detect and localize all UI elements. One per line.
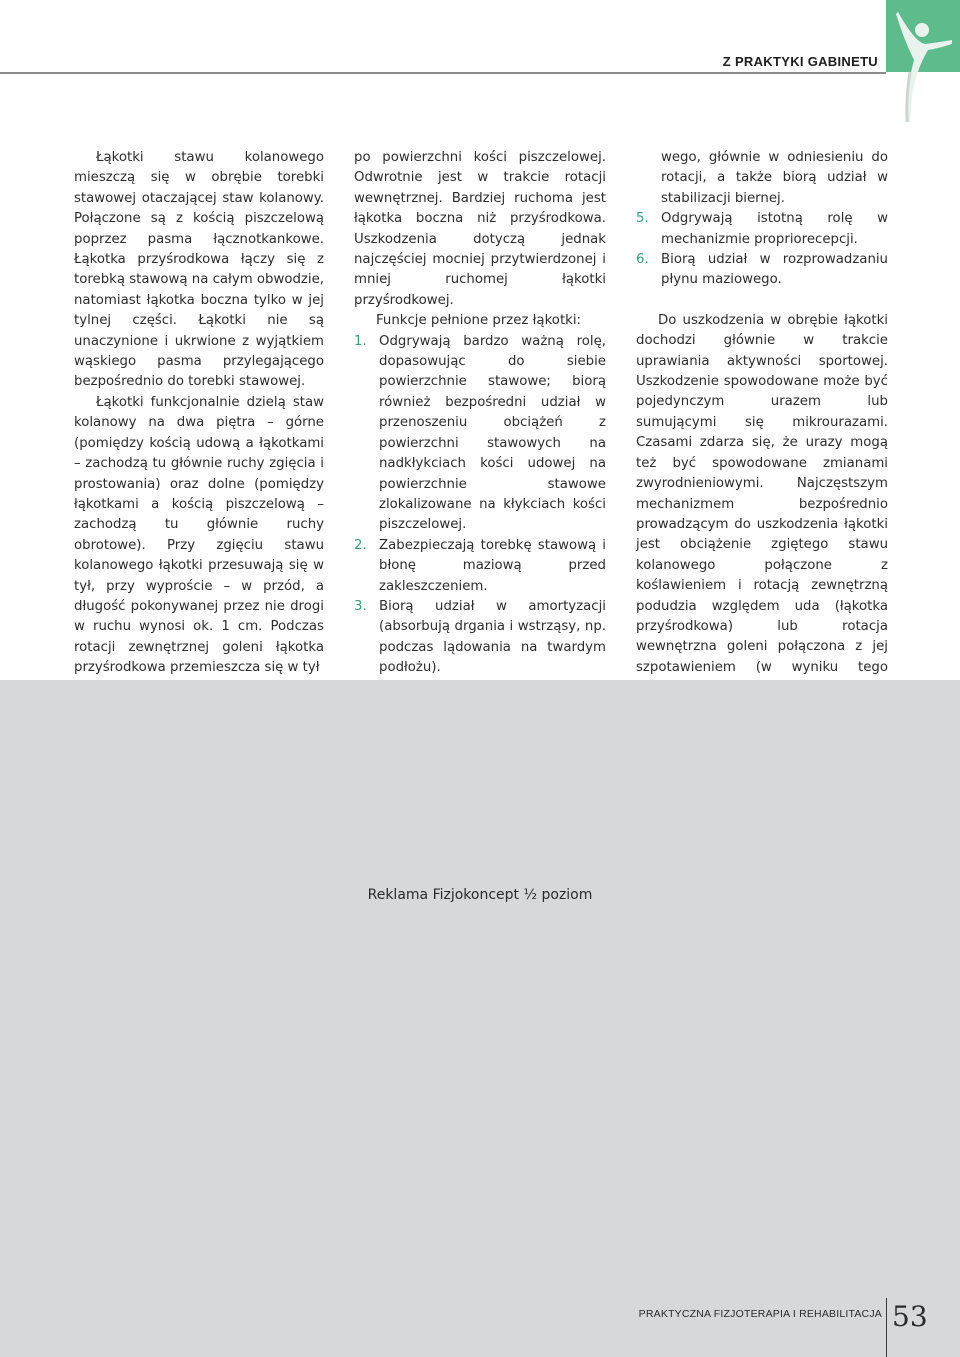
functions-list-continued xyxy=(636,209,888,291)
footer-divider xyxy=(886,1298,887,1357)
section-title: Z PRAKTYKI GABINETU xyxy=(722,54,878,69)
page-number: 53 xyxy=(892,1300,928,1333)
list-item xyxy=(636,250,888,291)
header-rule xyxy=(0,72,886,74)
list-number: 2. xyxy=(354,537,367,553)
list-item xyxy=(636,209,888,250)
list-number: 6. xyxy=(636,252,649,268)
text-column-1 xyxy=(74,148,324,679)
functions-list xyxy=(354,332,606,740)
paragraph: Łąkotki stawu kolanowego mieszczą się w obrębie torebki stawowej otaczającej staw kolanowy. Połączone są z kością piszczelową poprzez pasma łącznotkankowe. Łąkotka przyśrodkowa łączy się z torebką stawową na całym obwodzie, natomiast łąkotka boczna tylko w jej tylnej części. Łąkotki nie są unaczynione i ukrwione z wyjątkiem wąskiego pasma przylegającego bezpośrednio do torebki stawowej. xyxy=(74,150,324,390)
list-item-continuation: wego, głównie w odniesieniu do rotacji, a także biorą udział w stabilizacji biernej. xyxy=(661,150,888,206)
list-item-text: Odgrywają bardzo ważną rolę, dopasowując do siebie powierzchnie stawowe; biorą również bezpośredni udział w przenoszeniu obciążeń z powierzchni stawowych na nadkłykciach kości udowej na powierzchnie stawowe zlokalizowane na kłykciach kości piszczelowej. xyxy=(379,333,606,533)
ad-placeholder xyxy=(0,680,960,1357)
list-item-text: Biorą udział w amortyzacji (absorbują drgania i wstrząsy, np. podczas lądowania na twardym podłożu). xyxy=(379,598,606,676)
paragraph: Łąkotki funkcjonalnie dzielą staw kolanowy na dwa piętra – górne (pomiędzy kością udową a łąkotkami – zachodzą tu głównie ruchy zgięcia i prostowania) oraz dolne (pomiędzy łąkotkami a kością piszczelową – zachodzą tu głównie ruchy obrotowe). Przy zgięciu stawu kolanowego łąkotki przesuwają się w tył, przy wyproście – w przód, a długość pokonywanej przez nie drogi w ruchu wynosi ok. 1 cm. Podczas rotacji zewnętrznej goleni łąkotka przyśrodkowa przemieszcza się w tył xyxy=(74,394,324,676)
text-column-3 xyxy=(636,148,888,699)
list-item-text: Odgrywają istotną rolę w mechanizmie propriorecepcji. xyxy=(661,211,888,247)
journal-title: PRAKTYCZNA FIZJOTERAPIA I REHABILITACJA xyxy=(638,1308,882,1320)
list-item-text: Biorą udział w rozprowadzaniu płynu maziowego. xyxy=(661,252,888,288)
ad-label: Reklama Fizjokoncept ½ poziom xyxy=(367,887,593,903)
list-item xyxy=(354,332,606,536)
list-item xyxy=(354,597,606,679)
list-item-text: Zabezpieczają torebkę stawową i błonę maziową przed zakleszczeniem. xyxy=(379,537,606,594)
paragraph: po powierzchni kości piszczelowej. Odwrotnie jest w trakcie rotacji wewnętrznej. Bardziej ruchoma jest łąkotka boczna niż przyśrodkowa. Uszkodzenia dotyczą jednak najczęściej mocniej przytwierdzonej i mniej ruchomej łąkotki przyśrodkowej. xyxy=(354,150,606,308)
list-number: 1. xyxy=(354,333,367,349)
paragraph: Do uszkodzenia w obrębie łąkotki dochodzi głównie w trakcie uprawiania aktywności sportowej. Uszkodzenie spowodowane może być pojedynczym urazem lub sumującymi się mikrourazami. Czasami zdarza się, że urazy mogą też być spowodowane zmianami zwyrodnieniowymi. Najczęstszym mechanizmem bezpośrednio prowadzącym do uszkodzenia łąkotki jest obciążenie zgiętego stawu kolanowego połączone z koślawieniem i rotacją zewnętrzną podudzia względem uda (łąkotka przyśrodkowa) lub rotacja wewnętrzna goleni połączona z jej szpotawieniem (w wyniku tego xyxy=(636,312,888,675)
list-intro: Funkcje pełnione przez łąkotki: xyxy=(376,313,582,329)
list-number: 5. xyxy=(636,211,649,227)
list-item xyxy=(354,536,606,597)
list-number: 3. xyxy=(354,598,367,614)
text-column-2 xyxy=(354,148,606,740)
figure-silhouette-icon xyxy=(886,0,960,124)
